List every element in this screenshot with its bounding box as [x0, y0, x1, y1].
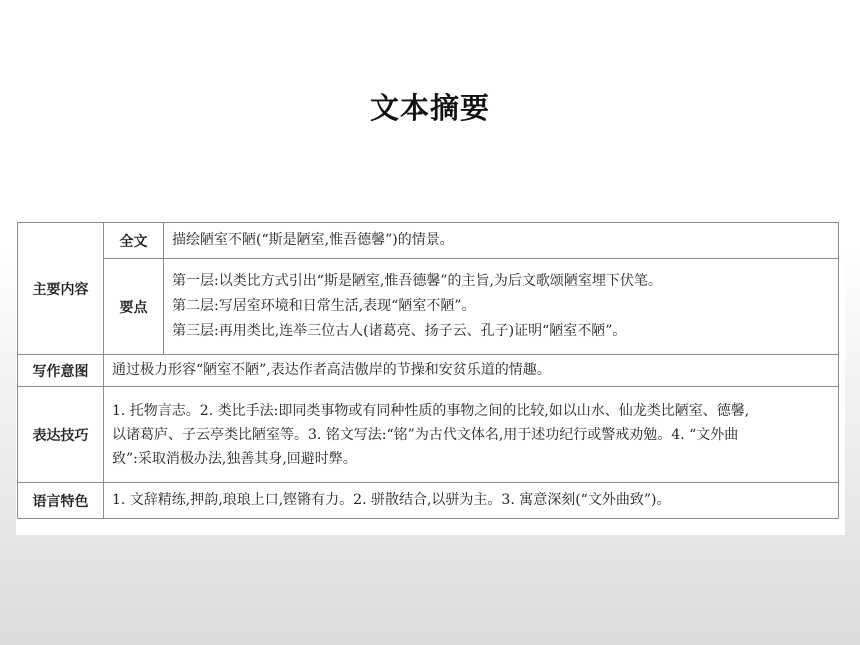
row-label-writing-intent: 写作意图 [18, 355, 104, 387]
summary-table [17, 222, 839, 519]
table-row [18, 223, 839, 259]
writing-intent-value: 通过极力形容“陋室不陋”,表达作者高洁傲岸的节操和安贫乐道的情趣。 [112, 362, 551, 378]
key-point-line: 第一层:以类比方式引出“斯是陋室,惟吾德馨”的主旨,为后文歌颂陋室埋下伏笔。 [172, 273, 662, 289]
sub-label-full-text: 全文 [104, 223, 164, 259]
table-row [18, 483, 839, 519]
techniques-cell [104, 387, 839, 483]
table-row [18, 387, 839, 483]
techniques-value [112, 399, 832, 471]
key-point-line: 第三层:再用类比,连举三位古人(诸葛亮、扬子云、孔子)证明“陋室不陋”。 [172, 323, 627, 339]
key-point-line: 第二层:写居室环境和日常生活,表现“陋室不陋”。 [172, 298, 476, 314]
row-label-main-content: 主要内容 [18, 223, 104, 355]
table-row [18, 355, 839, 387]
key-points-cell [164, 259, 839, 355]
sub-label-key-points: 要点 [104, 259, 164, 355]
writing-intent-cell [104, 355, 839, 387]
row-label-techniques: 表达技巧 [18, 387, 104, 483]
techniques-line: 1. 托物言志。2. 类比手法:即同类事物或有同种性质的事物之间的比较,如以山水、仙龙类比陋室、德馨, [112, 402, 750, 419]
full-text-value: 描绘陋室不陋(“斯是陋室,惟吾德馨”)的情景。 [172, 232, 454, 248]
techniques-line: 致”:采取消极办法,独善其身,回避时弊。 [112, 450, 357, 467]
summary-panel [16, 222, 845, 535]
full-text-cell [164, 223, 839, 259]
language-cell [104, 483, 839, 519]
row-label-language: 语言特色 [18, 483, 104, 519]
language-value: 1. 文辞精练,押韵,琅琅上口,铿锵有力。2. 骈散结合,以骈为主。3. 寓意深刻(“文外曲致”)。 [112, 492, 671, 508]
page-title: 文本摘要 [369, 91, 490, 125]
techniques-line: 以诸葛庐、子云亭类比陋室等。3. 铭文写法:“铭”为古代文体名,用于述功纪行或警戒劝勉。4. “文外曲 [112, 426, 739, 443]
table-row [18, 259, 839, 355]
